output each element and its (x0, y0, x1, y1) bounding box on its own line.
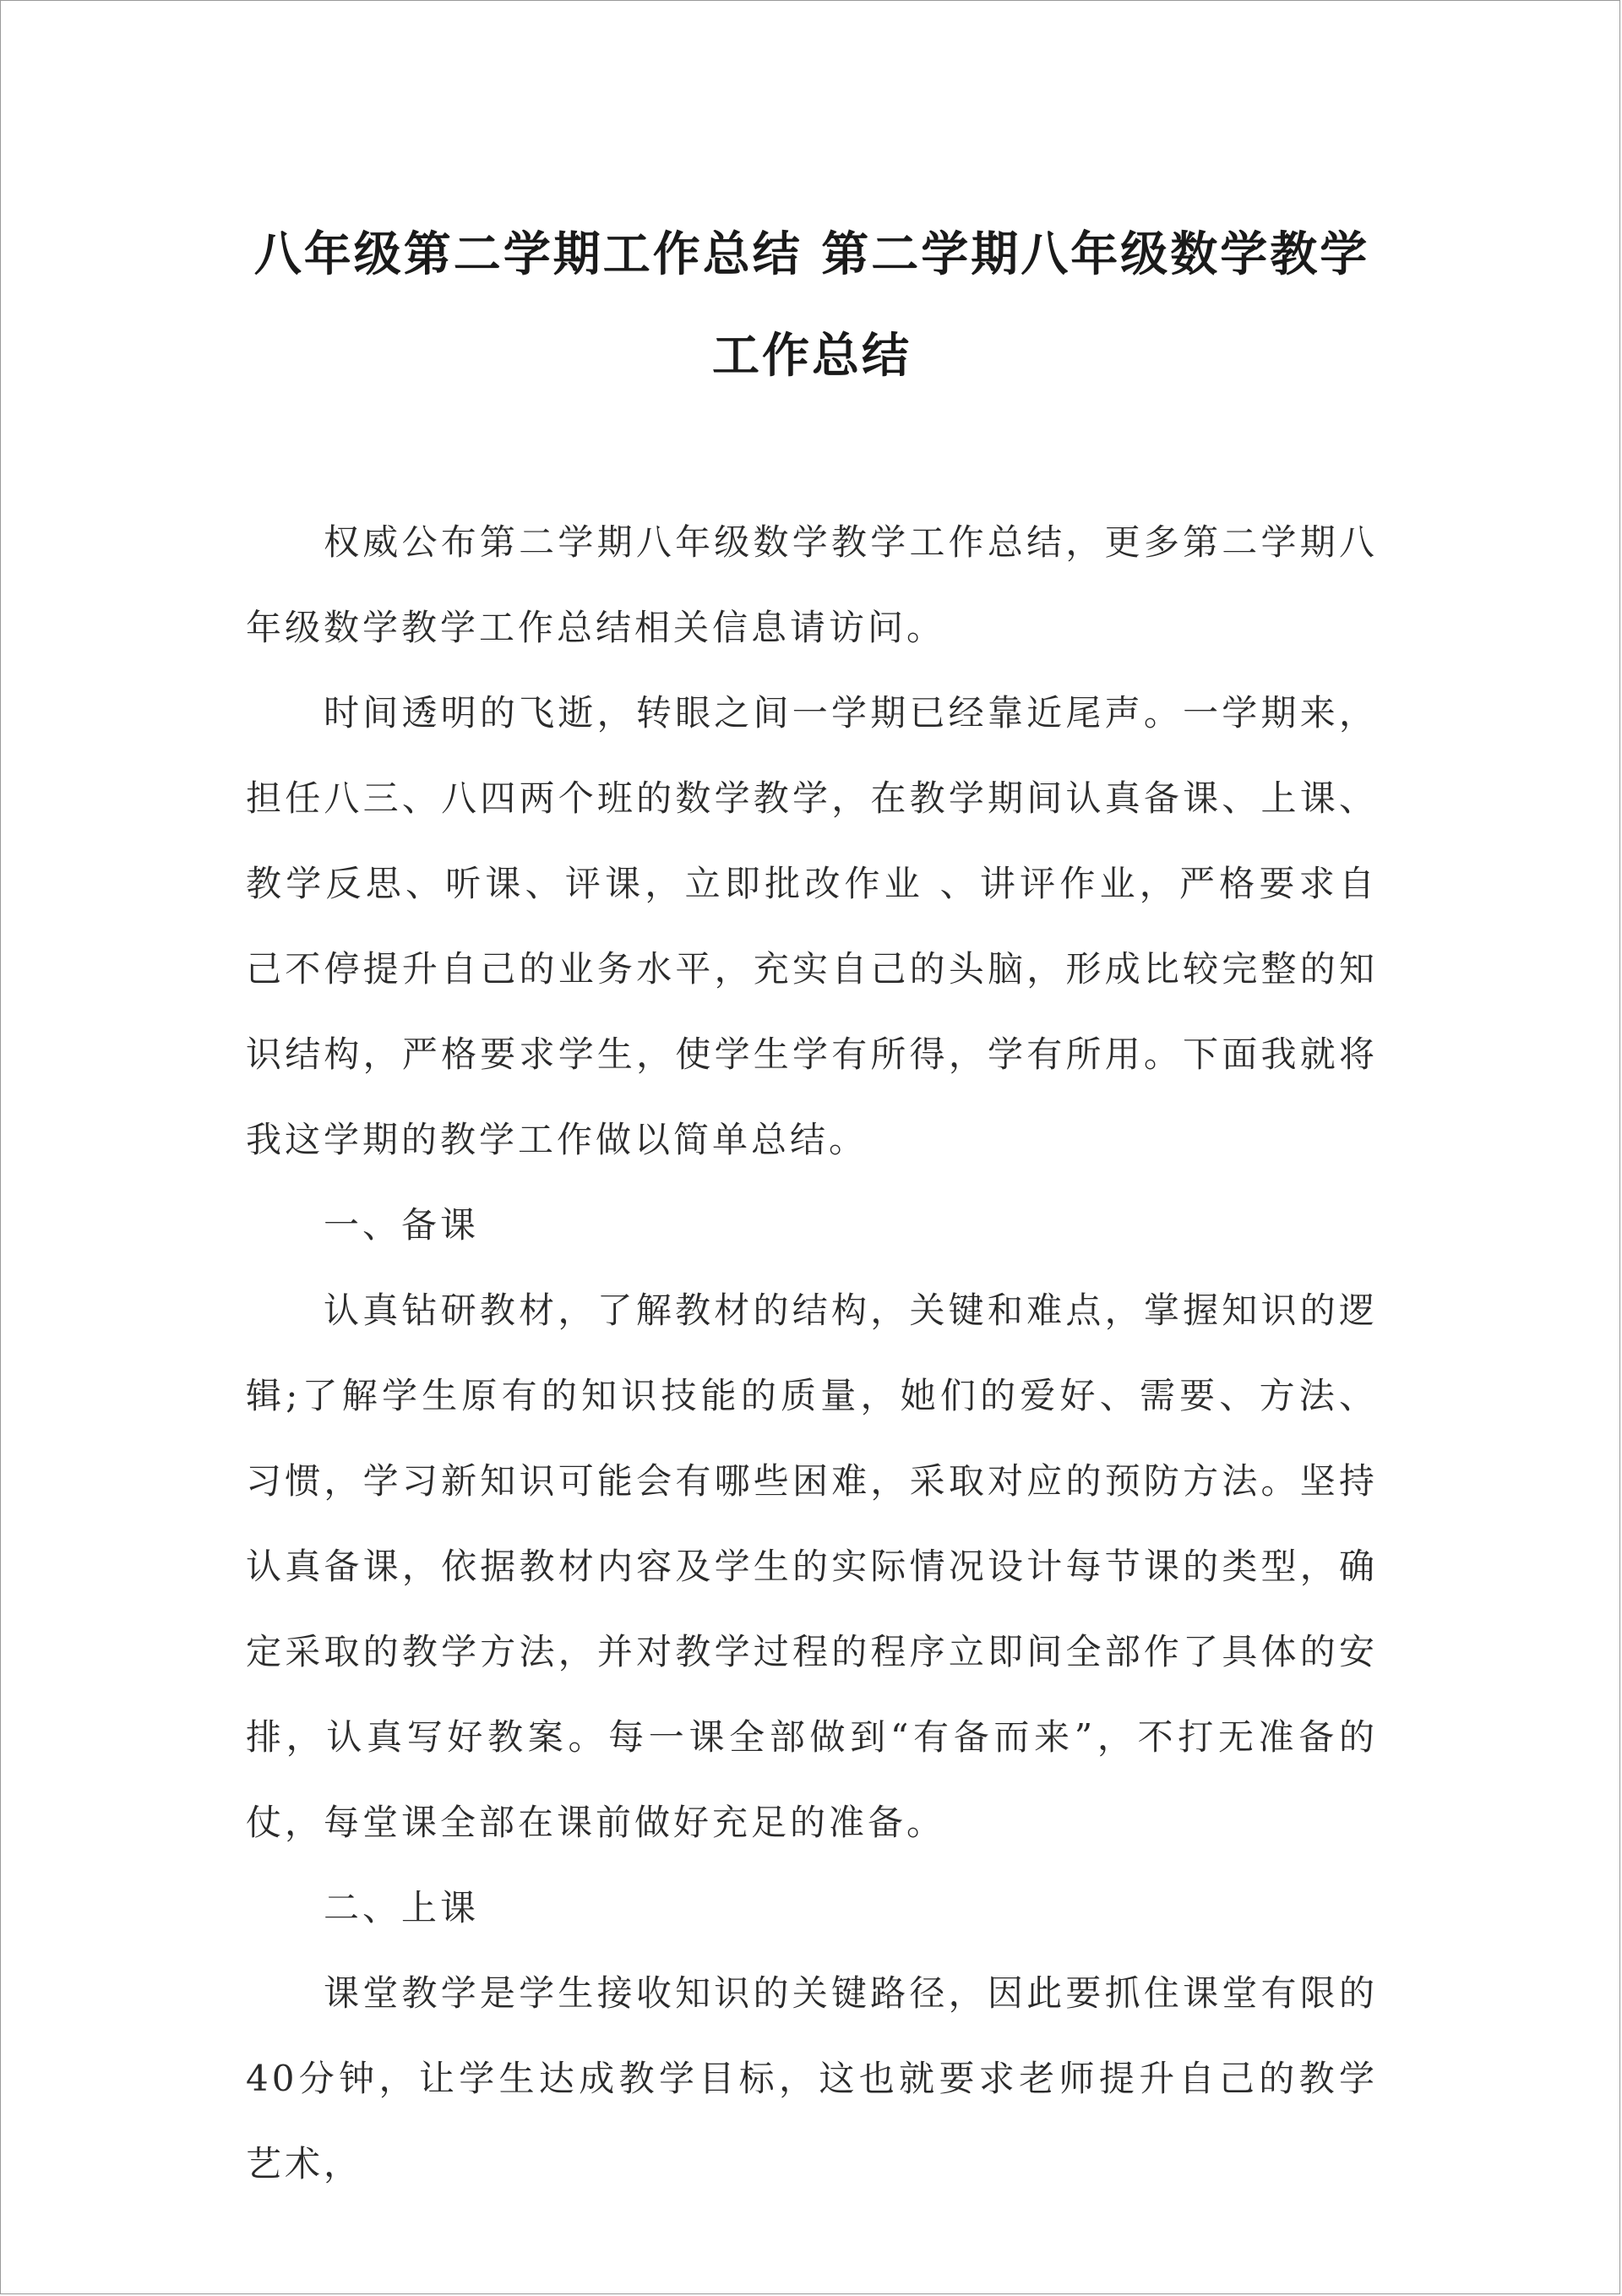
intro-paragraph: 权威公布第二学期八年级数学教学工作总结，更多第二学期八年级数学教学工作总结相关信息请访问。 (246, 521, 1378, 648)
document-body (246, 499, 1378, 2206)
section-text-class: 课堂教学是学生接收知识的关键路径，因此要抓住课堂有限的40分钟，让学生达成教学目标，这也就要求老师提升自己的教学艺术， (246, 1972, 1378, 2184)
document-title: 八年级第二学期工作总结 第二学期八年级数学教学工作总结 (253, 226, 1370, 384)
section-heading-class: 二、上课 (324, 1887, 480, 1928)
document-content (246, 204, 1378, 2206)
section-text-preparation: 认真钻研教材，了解教材的结构，关键和难点，掌握知识的逻辑;了解学生原有的知识技能的质量，她们的爱好、需要、方法、习惯，学习新知识可能会有哪些困难，采取对应的预防方法。坚持认真备课，依据教材内容及学生的实际情况设计每节课的类型，确定采取的教学方法，并对教学过程的程序立即间全部作了具体的安排，认真写好教案。每一课全部做到“有备而来”，不打无准备的仗，每堂课全部在课前做好充足的准备。 (246, 1290, 1378, 1843)
overview-paragraph: 时间透明的飞逝，转眼之间一学期已经靠近尾声。一学期来，担任八三、八四两个班的数学教学，在教学期间认真备课、上课、教学反思、听课、评课，立即批改作业 、讲评作业，严格要求自己不停提升自己的业务水平，充实自己的头脑，形成比较完整的知识结构，严格要求学生，使学生学有所得，学有所用。下面我就将我这学期的教学工作做以简单总结。 (246, 692, 1378, 1160)
section-heading-preparation: 一、备课 (324, 1204, 480, 1246)
